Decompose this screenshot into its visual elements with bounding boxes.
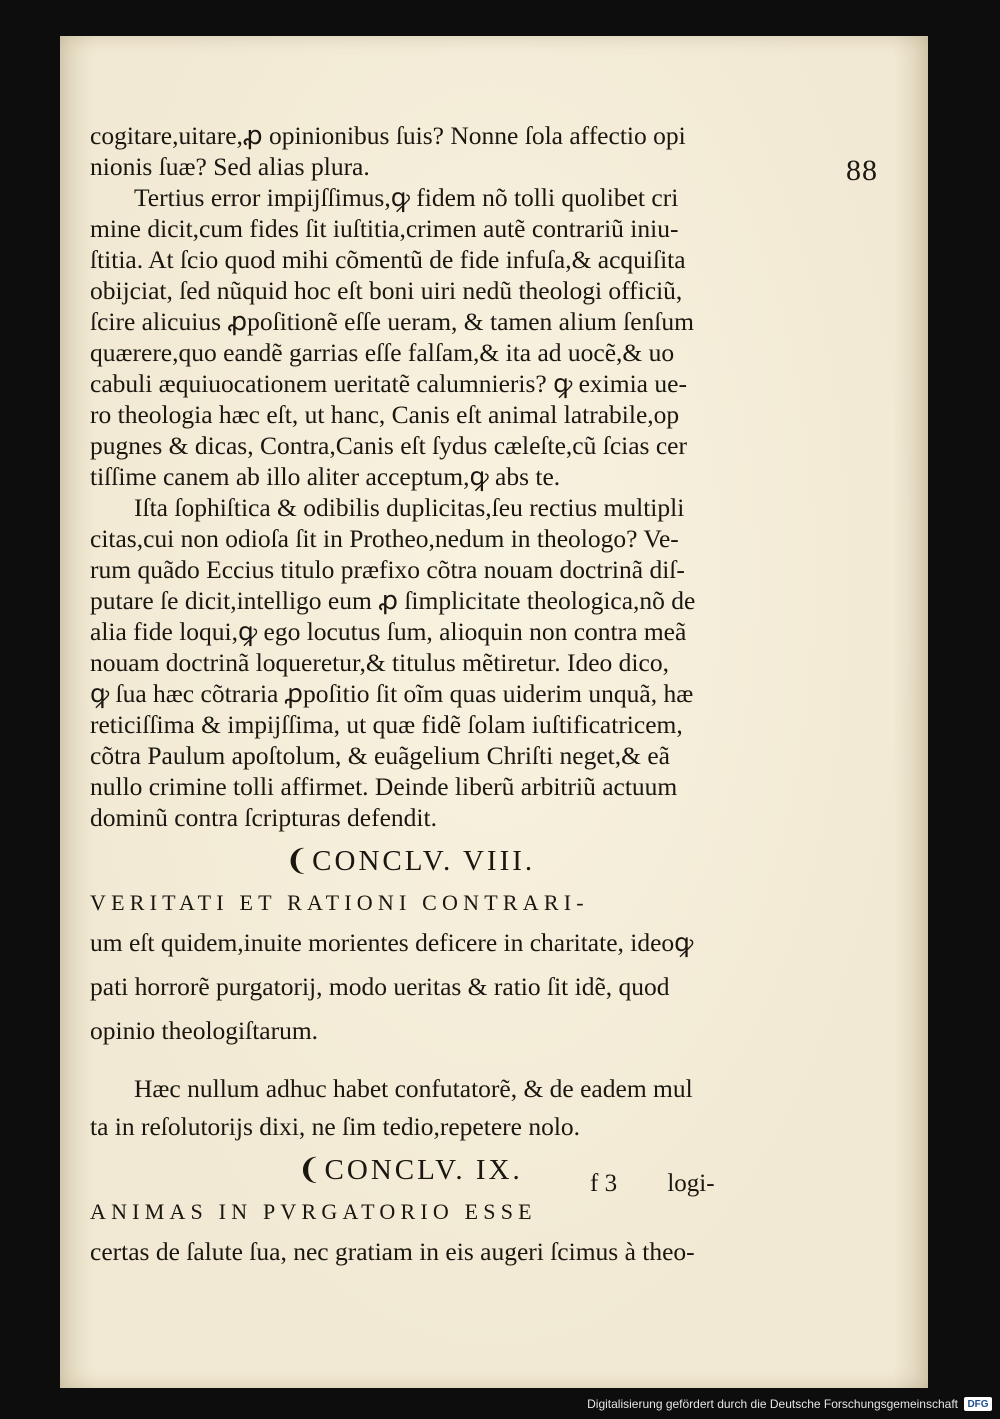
text-line: pugnes & dicas, Contra,Canis eſt ſydus cæleſte,cũ ſcias cer bbox=[90, 431, 687, 460]
text-line: obijciat, ſed nũquid hoc eſt boni uiri nedũ theologi officiũ, bbox=[90, 276, 683, 305]
text-line: alia fide loqui,ꝙ ego locutus ſum, alioquin non contra meã bbox=[90, 617, 687, 646]
text-line: reticiſſima & impijſſima, ut quæ fidẽ ſolam iuſtificatricem, bbox=[90, 710, 683, 739]
catchword: logi- bbox=[667, 1170, 715, 1197]
text-line: nionis ſuæ? Sed alias plura. bbox=[90, 152, 370, 181]
conclusion-heading-viii: ❨CONCLV. VIII. bbox=[284, 845, 536, 877]
text-line: nouam doctrinã loqueretur,& titulus mẽtiretur. Ideo dico, bbox=[90, 648, 669, 677]
text-line: ſtitia. At ſcio quod mihi cõmentũ de fide infuſa,& acquiſita bbox=[90, 245, 686, 274]
conclusion-heading-ix: ❨CONCLV. IX. bbox=[297, 1154, 523, 1186]
text-line: Tertius error impijſſimus,ꝙ fidem nõ tolli quolibet cri bbox=[134, 183, 679, 212]
signature-mark: f 3 bbox=[590, 1170, 618, 1197]
text-line: rum quãdo Eccius titulo præfixo cõtra nouam doctrinã diſ- bbox=[90, 555, 685, 584]
text-line: ro theologia hæc eſt, ut hanc, Canis eſt animal latrabile,op bbox=[90, 400, 680, 429]
text-line: tiſſime canem ab illo aliter acceptum,ꝙ abs te. bbox=[90, 462, 561, 491]
text-line: mine dicit,cum fides ſit iuſtitia,crimen autẽ contrariũ iniu- bbox=[90, 214, 679, 243]
spacer bbox=[90, 1053, 770, 1067]
text-line: ta in reſolutorijs dixi, ne ſim tedio,repetere nolo. bbox=[90, 1112, 581, 1141]
text-line: um eſt quidem,inuite morientes deficere in charitate, ideoꝙ bbox=[90, 928, 694, 957]
footer-bar bbox=[587, 1391, 992, 1417]
text-line: quærere,quo eandẽ garrias eſſe falſam,& ita ad uocẽ,& uo bbox=[90, 338, 675, 367]
text-line: ꝙ ſua hæc cõtraria ꝓpoſitio ſit oĩm quas uiderim unquã, hæ bbox=[90, 679, 694, 708]
dfg-logo-icon[interactable]: DFG bbox=[964, 1397, 992, 1411]
text-line: ſcire alicuius ꝓpoſitionẽ eſſe ueram, & tamen alium ſenſum bbox=[90, 307, 694, 336]
page-text bbox=[90, 120, 770, 1274]
text-line: Iſta ſophiſtica & odibilis duplicitas,ſeu rectius multipli bbox=[134, 493, 685, 522]
text-line: citas,cui non odioſa ſit in Protheo,nedum in theologo? Ve- bbox=[90, 524, 679, 553]
text-line: Hæc nullum adhuc habet confutatorẽ, & de eadem mul bbox=[134, 1074, 693, 1103]
text-line: cogitare,uitare,ꝓ opinionibus ſuis? Nonne ſola affectio opi bbox=[90, 121, 686, 150]
text-line: putare ſe dicit,intelligo eum ꝓ ſimplicitate theologica,nõ de bbox=[90, 586, 696, 615]
conclusion-caps-line: VERITATI ET RATIONI CONTRARI- bbox=[90, 890, 589, 915]
text-line: nullo crimine tolli affirmet. Deinde liberũ arbitriũ actuum bbox=[90, 772, 678, 801]
text-line: pati horrorẽ purgatorij, modo ueritas & ratio ſit idẽ, quod bbox=[90, 972, 670, 1001]
text-line: cabuli æquiuocationem ueritatẽ calumnieris? ꝙ eximia ue- bbox=[90, 369, 687, 398]
page-number: 88 bbox=[846, 154, 878, 187]
catchwords bbox=[590, 1170, 715, 1198]
text-line: cõtra Paulum apoſtolum, & euãgelium Chriſti neget,& eã bbox=[90, 741, 670, 770]
conclusion-caps-line: ANIMAS IN PVRGATORIO ESSE bbox=[90, 1199, 537, 1224]
text-line: opinio theologiſtarum. bbox=[90, 1016, 319, 1045]
funding-credit: Digitalisierung gefördert durch die Deutsche Forschungsgemeinschaft bbox=[587, 1397, 958, 1411]
text-line: dominũ contra ſcripturas defendit. bbox=[90, 803, 437, 832]
text-line: certas de ſalute ſua, nec gratiam in eis augeri ſcimus à theo- bbox=[90, 1237, 695, 1266]
